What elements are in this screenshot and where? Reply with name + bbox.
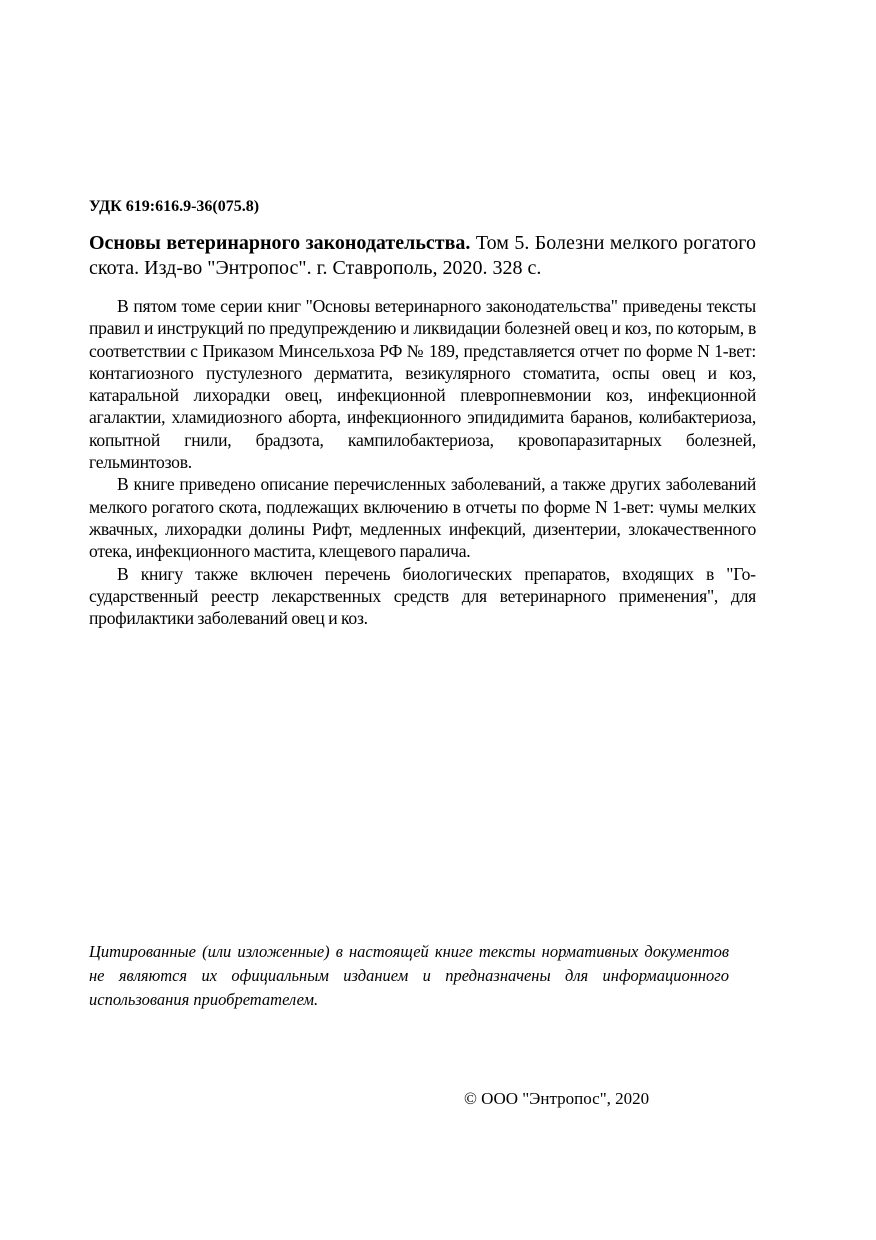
book-publication-details: Том 5. Болезни мелкого рогатого скота. Изд-во "Энтропос". г. Ставрополь, 2020. 328 с. [89,232,757,279]
copyright-line: © ООО "Энтропос", 2020 [464,1089,650,1108]
book-title: Основы ветеринарного законодательства. [89,232,471,254]
abstract-paragraph-2: В книге приведено описание перечисленных заболеваний, а также других заболеваний мелкого рогатого скота, подлежащих включению в отчеты по форме N 1-вет: чумы мелких жвачных, лихорадки долины Рифт, медленных инфекций, дизентерии, злокачественного отека, инфекционного мастита, клещевого паралича. [89,474,756,562]
bibliographic-description [89,231,756,281]
udk-code: УДК 619:616.9-36(075.8) [89,198,260,215]
abstract-paragraph-3: В книгу также включен перечень биологических препаратов, входящих в "Государственный реестр лекарственных средств для ветеринарного применения", для профилактики заболеваний овец и коз. [89,563,756,629]
abstract-paragraph-1: В пятом томе серии книг "Основы ветеринарного законодательства" приведены тексты правил и инструкций по предупреждению и ликвидации болезней овец и коз, по которым, в соответствии с Приказом Минсельхоза РФ № 189, представляется отчет по форме N 1-вет: контагиозного пустулезного дерматита, везикулярного стоматита, оспы овец и коз, катаральной лихорадки овец, инфекционной плевропневмонии коз, инфекционной агалактии, хламидиозного аборта, инфекционного эпидидимита баранов, колибактериоза, копытной гнили, брадзота, кампилобактериоза, кровопаразитарных болезней, гельминтозов. [89,296,756,473]
legal-notice: Цитированные (или изложенные) в настоящей книге тексты нормативных документов не являются их официальным изданием и предназначены для информационного использования приобретателем. [89,942,729,1009]
abstract [89,295,756,629]
